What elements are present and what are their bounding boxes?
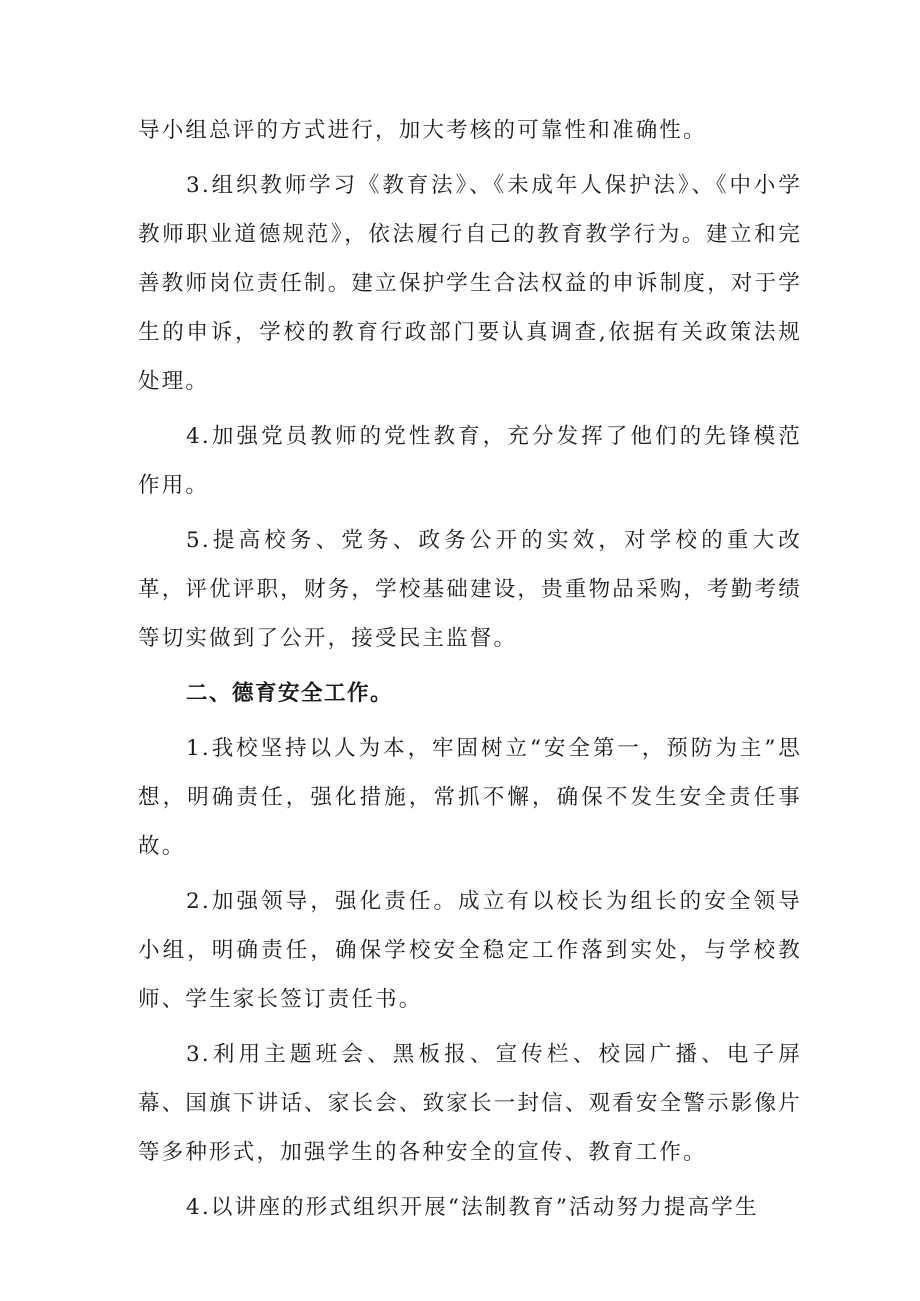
paragraph-item-5-affairs-disclosure: 5.提高校务、党务、政务公开的实效，对学校的重大改革，评优评职，财务，学校基础建设，贵重物品采购，考勤考绩等切实做到了公开，接受民主监督。	[138, 528, 802, 651]
paragraph-item-4-party-education: 4.加强党员教师的党性教育，充分发挥了他们的先锋模范作用。	[138, 424, 802, 498]
section-heading-moral-safety: 二、德育安全工作。	[186, 681, 394, 706]
paragraph-item-3-law-study: 3.组织教师学习《教育法》、《未成年人保护法》、《中小学教师职业道德规范》，依法履行自己的教育教学行为。建立和完善教师岗位责任制。建立保护学生合法权益的申诉制度，对于学生的申诉，学校的教育行政部门要认真调查,依据有关政策法规处理。	[138, 173, 802, 394]
paragraph-continuation: 导小组总评的方式进行，加大考核的可靠性和准确性。	[138, 118, 707, 143]
paragraph-item-2-leadership: 2.加强领导，强化责任。成立有以校长为组长的安全领导小组，明确责任，确保学校安全稳定工作落到实处，与学校教师、学生家长签订责任书。	[138, 889, 802, 1012]
paragraph-item-4-legal-education: 4.以讲座的形式组织开展“法制教育”活动努力提高学生	[186, 1195, 759, 1220]
paragraph-item-3-publicity: 3.利用主题班会、黑板报、宣传栏、校园广播、电子屏幕、国旗下讲话、家长会、致家长一封信、观看安全警示影像片等多种形式，加强学生的各种安全的宣传、教育工作。	[138, 1042, 802, 1165]
paragraph-item-1-safety-first: 1.我校坚持以人为本，牢固树立“安全第一，预防为主”思想，明确责任，强化措施，常抓不懈，确保不发生安全责任事故。	[138, 736, 802, 859]
